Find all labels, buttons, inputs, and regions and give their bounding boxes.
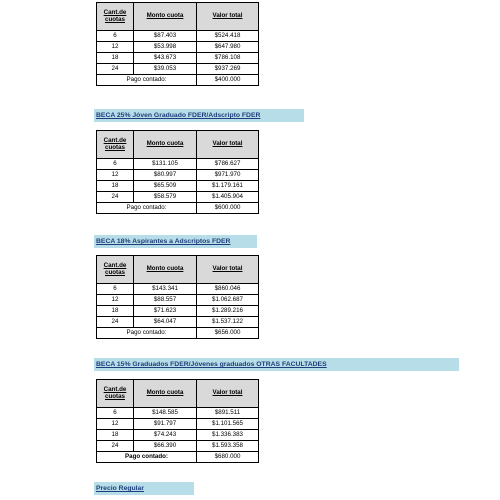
table-row: [97, 181, 259, 192]
cell-cuotas: 24: [97, 64, 134, 75]
cell-monto: $91.797: [134, 419, 197, 430]
table-row: [97, 430, 259, 441]
cell-cuotas: 24: [97, 192, 134, 203]
col-header-cuotas: Cant.de cuotas: [97, 380, 134, 408]
cell-cuotas: 18: [97, 53, 134, 64]
price-table-beca-25: [96, 130, 259, 214]
pago-contado-value: $680.000: [197, 452, 259, 463]
cell-monto: $66.390: [134, 441, 197, 452]
cell-total: $1.289.216: [197, 306, 259, 317]
cell-monto: $58.579: [134, 192, 197, 203]
table-header-row: [97, 131, 259, 159]
cell-total: $1.537.122: [197, 317, 259, 328]
table-header-row: [97, 3, 259, 31]
cell-cuotas: 6: [97, 284, 134, 295]
cell-total: $1.101.565: [197, 419, 259, 430]
pago-contado-label: Pago contado:: [97, 452, 197, 463]
cell-monto: $74.243: [134, 430, 197, 441]
table-row: [97, 53, 259, 64]
col-header-total: Valor total: [197, 380, 259, 408]
cell-monto: $43.673: [134, 53, 197, 64]
col-header-cuotas: Cant.de cuotas: [97, 3, 134, 31]
cell-total: $937.269: [197, 64, 259, 75]
pago-contado-row: [97, 75, 259, 86]
pago-contado-label: Pago contado:: [97, 203, 197, 214]
cell-cuotas: 24: [97, 441, 134, 452]
cell-total: $971.970: [197, 170, 259, 181]
cell-total: $1.179.161: [197, 181, 259, 192]
section-header-beca-18: BECA 18% Aspirantes a Adscriptos FDER: [94, 235, 257, 248]
price-table-beca-15: [96, 379, 259, 463]
cell-cuotas: 18: [97, 306, 134, 317]
table-header-row: [97, 380, 259, 408]
col-header-monto: Monto cuota: [134, 256, 197, 284]
cell-cuotas: 6: [97, 31, 134, 42]
cell-total: $1.336.383: [197, 430, 259, 441]
cell-cuotas: 18: [97, 430, 134, 441]
cell-monto: $65.509: [134, 181, 197, 192]
col-header-monto: Monto cuota: [134, 131, 197, 159]
pago-contado-label: Pago contado:: [97, 328, 197, 339]
cell-monto: $39.053: [134, 64, 197, 75]
table-row: [97, 42, 259, 53]
table-row: [97, 306, 259, 317]
cell-total: $891.511: [197, 408, 259, 419]
cell-cuotas: 12: [97, 419, 134, 430]
cell-total: $786.627: [197, 159, 259, 170]
pago-contado-value: $656.000: [197, 328, 259, 339]
cell-monto: $87.403: [134, 31, 197, 42]
cell-cuotas: 6: [97, 159, 134, 170]
col-header-total: Valor total: [197, 256, 259, 284]
col-header-monto: Monto cuota: [134, 3, 197, 31]
table-row: [97, 317, 259, 328]
table-row: [97, 159, 259, 170]
pago-contado-value: $600.000: [197, 203, 259, 214]
cell-monto: $71.623: [134, 306, 197, 317]
pago-contado-label: Pago contado:: [97, 75, 197, 86]
cell-total: $1.062.687: [197, 295, 259, 306]
pago-contado-row: [97, 328, 259, 339]
table-row: [97, 408, 259, 419]
cell-monto: $80.997: [134, 170, 197, 181]
cell-total: $1.405.904: [197, 192, 259, 203]
cell-cuotas: 18: [97, 181, 134, 192]
table-row: [97, 295, 259, 306]
cell-monto: $131.105: [134, 159, 197, 170]
cell-monto: $148.585: [134, 408, 197, 419]
col-header-monto: Monto cuota: [134, 380, 197, 408]
pago-contado-row: [97, 452, 259, 463]
price-table-general: [96, 2, 259, 86]
section-header-precio-regular: Precio Regular: [94, 482, 194, 495]
table-row: [97, 170, 259, 181]
table-row: [97, 192, 259, 203]
cell-total: $860.046: [197, 284, 259, 295]
cell-total: $786.108: [197, 53, 259, 64]
col-header-total: Valor total: [197, 131, 259, 159]
table-header-row: [97, 256, 259, 284]
cell-monto: $53.998: [134, 42, 197, 53]
pago-contado-value: $400.000: [197, 75, 259, 86]
table-row: [97, 419, 259, 430]
cell-monto: $143.341: [134, 284, 197, 295]
table-row: [97, 64, 259, 75]
cell-monto: $64.047: [134, 317, 197, 328]
cell-cuotas: 12: [97, 295, 134, 306]
table-row: [97, 441, 259, 452]
table-row: [97, 31, 259, 42]
col-header-total: Valor total: [197, 3, 259, 31]
cell-total: $1.593.358: [197, 441, 259, 452]
section-header-beca-15: BECA 15% Graduados FDER/Jóvenes graduados OTRAS FACULTADES: [94, 358, 459, 371]
pago-contado-row: [97, 203, 259, 214]
cell-cuotas: 12: [97, 42, 134, 53]
col-header-cuotas: Cant.de cuotas: [97, 131, 134, 159]
price-table-beca-18: [96, 255, 259, 339]
cell-total: $647.980: [197, 42, 259, 53]
table-row: [97, 284, 259, 295]
cell-total: $524.418: [197, 31, 259, 42]
col-header-cuotas: Cant.de cuotas: [97, 256, 134, 284]
cell-cuotas: 12: [97, 170, 134, 181]
cell-cuotas: 24: [97, 317, 134, 328]
cell-cuotas: 6: [97, 408, 134, 419]
cell-monto: $88.557: [134, 295, 197, 306]
section-header-beca-25: BECA 25% Jóven Graduado FDER/Adscripto FDER: [94, 109, 304, 122]
